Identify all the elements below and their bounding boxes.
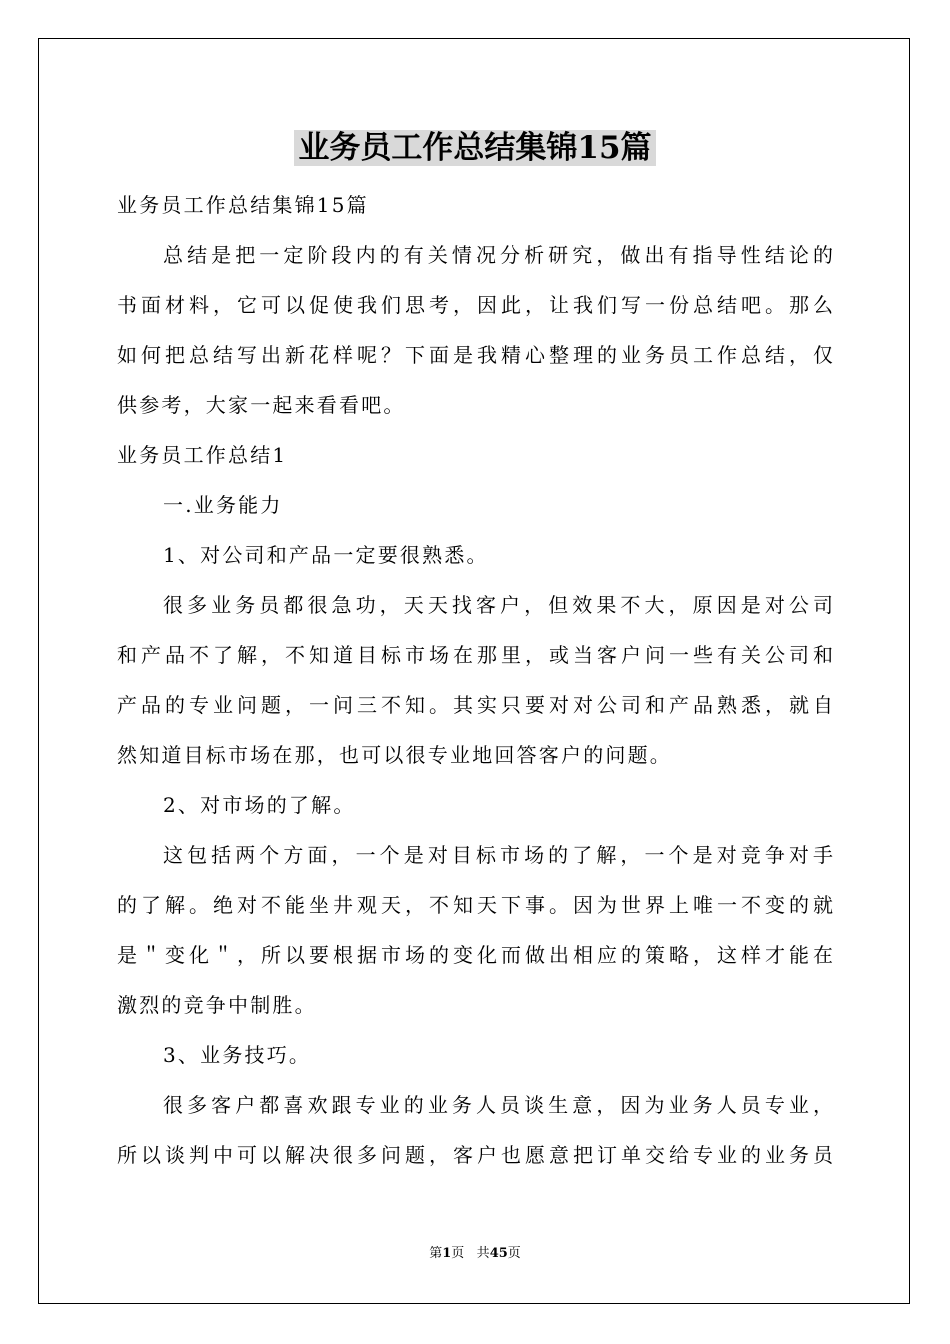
total-suffix: 页 (507, 1246, 521, 1261)
paragraph-line: 很多客户都喜欢跟专业的业务人员谈生意，因为业务人员专业， (163, 1093, 833, 1117)
page-footer (0, 1244, 950, 1264)
paragraph-line: 的了解。绝对不能坐井观天，不知天下事。因为世界上唯一不变的就 (117, 893, 833, 917)
total-pages: 45 (489, 1246, 508, 1261)
subtitle-line: 业务员工作总结集锦15篇 (117, 193, 369, 217)
list-item-heading: 1、对公司和产品一定要很熟悉。 (163, 543, 489, 567)
page-suffix: 页 (451, 1246, 465, 1261)
document-title-text: 业务员工作总结集锦15篇 (294, 130, 655, 166)
page-prefix: 第 (429, 1246, 443, 1261)
paragraph-line: 然知道目标市场在那，也可以很专业地回答客户的问题。 (117, 743, 672, 767)
paragraph-line: 激烈的竞争中制胜。 (117, 993, 317, 1017)
paragraph-line: 产品的专业问题，一问三不知。其实只要对对公司和产品熟悉，就自 (117, 693, 833, 717)
page-number: 1 (442, 1246, 452, 1261)
list-item-heading: 2、对市场的了解。 (163, 793, 356, 817)
paragraph-line: 如何把总结写出新花样呢？下面是我精心整理的业务员工作总结，仅 (117, 343, 833, 367)
paragraph-line: 总结是把一定阶段内的有关情况分析研究，做出有指导性结论的 (163, 243, 833, 267)
paragraph-line: 供参考，大家一起来看看吧。 (117, 393, 406, 417)
document-body (117, 180, 833, 1180)
total-prefix: 共 (476, 1246, 490, 1261)
document-title (0, 126, 950, 170)
paragraph-line: 所以谈判中可以解决很多问题，客户也愿意把订单交给专业的业务员 (117, 1143, 833, 1167)
section-heading: 业务员工作总结1 (117, 443, 288, 467)
paragraph-line: 这包括两个方面，一个是对目标市场的了解，一个是对竞争对手 (163, 843, 833, 867)
paragraph-line: 很多业务员都很急功，天天找客户，但效果不大，原因是对公司 (163, 593, 833, 617)
paragraph-line: 和产品不了解，不知道目标市场在那里，或当客户问一些有关公司和 (117, 643, 833, 667)
paragraph-line: 是＂变化＂，所以要根据市场的变化而做出相应的策略，这样才能在 (117, 943, 833, 967)
list-item-heading: 3、业务技巧。 (163, 1043, 312, 1067)
subsection-heading: 一.业务能力 (163, 493, 283, 517)
paragraph-line: 书面材料，它可以促使我们思考，因此，让我们写一份总结吧。那么 (117, 293, 833, 317)
